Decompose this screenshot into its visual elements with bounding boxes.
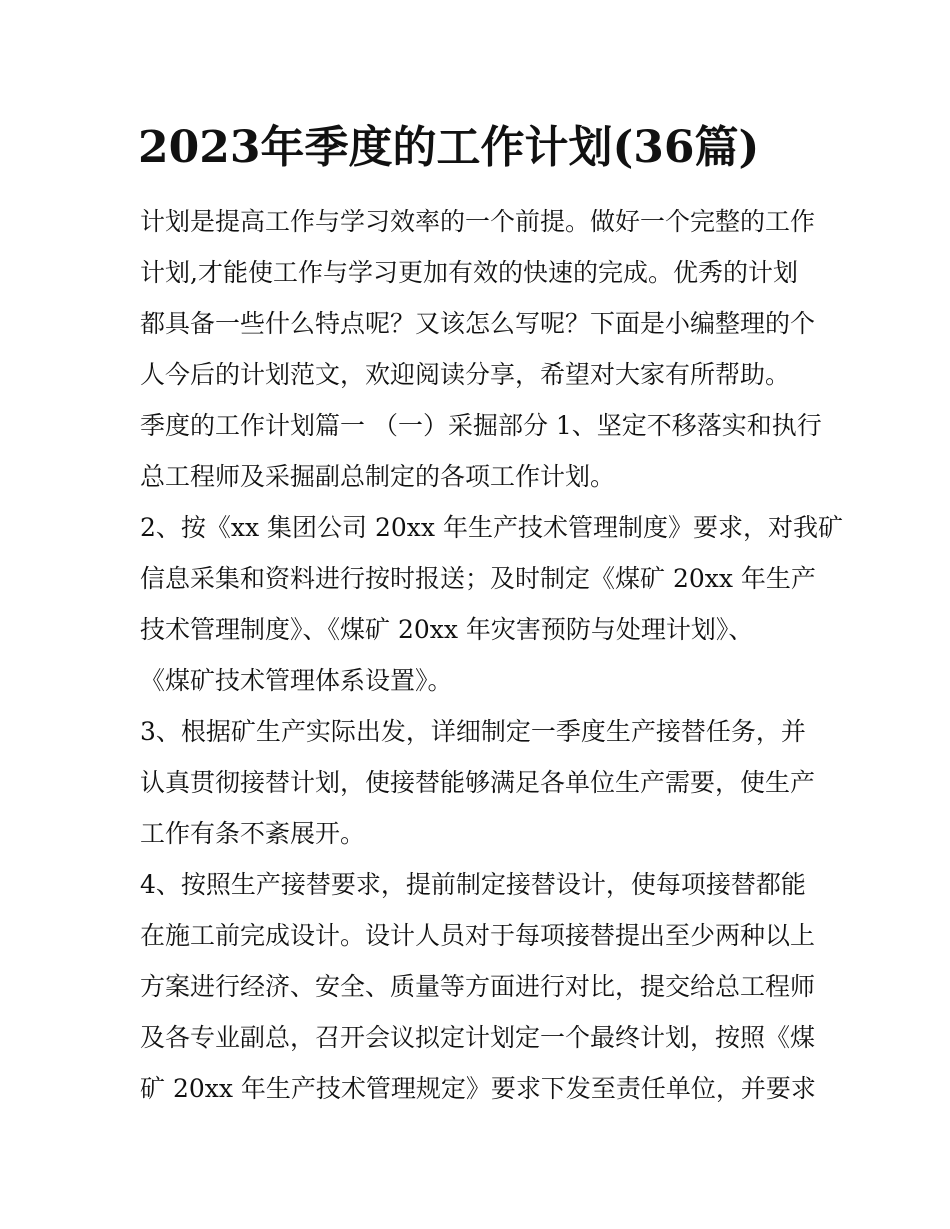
body-line: 季度的工作计划篇一 （一）采掘部分 1、坚定不移落实和执行 bbox=[140, 411, 822, 440]
body-line: 工作有条不紊展开。 bbox=[140, 819, 366, 848]
body-line: 及各专业副总，召开会议拟定计划定一个最终计划，按照《煤 bbox=[140, 1023, 816, 1052]
body-line: 认真贯彻接替计划，使接替能够满足各单位生产需要，使生产 bbox=[140, 768, 816, 797]
body-line: 总工程师及采掘副总制定的各项工作计划。 bbox=[140, 462, 616, 491]
body-line: 都具备一些什么特点呢？又该怎么写呢？下面是小编整理的个 bbox=[140, 309, 816, 338]
body-line: 信息采集和资料进行按时报送；及时制定《煤矿 20xx 年生产 bbox=[140, 564, 816, 593]
body-line: 4、按照生产接替要求，提前制定接替设计，使每项接替都能 bbox=[140, 870, 806, 899]
body-line: 人今后的计划范文，欢迎阅读分享，希望对大家有所帮助。 bbox=[140, 360, 791, 389]
document-title: 2023年季度的工作计划(36篇) bbox=[138, 122, 760, 173]
body-line: 方案进行经济、安全、质量等方面进行对比，提交给总工程师 bbox=[140, 972, 816, 1001]
body-line: 技术管理制度》、《煤矿 20xx 年灾害预防与处理计划》、 bbox=[140, 615, 754, 644]
body-line: 《煤矿技术管理体系设置》。 bbox=[140, 666, 453, 695]
body-line: 在施工前完成设计。设计人员对于每项接替提出至少两种以上 bbox=[140, 921, 816, 950]
body-line: 2、按《xx 集团公司 20xx 年生产技术管理制度》要求，对我矿 bbox=[140, 513, 843, 542]
body-line: 计划,才能使工作与学习更加有效的快速的完成。优秀的计划 bbox=[140, 258, 798, 287]
document-body bbox=[140, 196, 843, 1114]
body-line: 3、根据矿生产实际出发，详细制定一季度生产接替任务，并 bbox=[140, 717, 806, 746]
body-line: 矿 20xx 年生产技术管理规定》要求下发至责任单位，并要求 bbox=[140, 1074, 816, 1103]
body-line: 计划是提高工作与学习效率的一个前提。做好一个完整的工作 bbox=[140, 207, 816, 236]
